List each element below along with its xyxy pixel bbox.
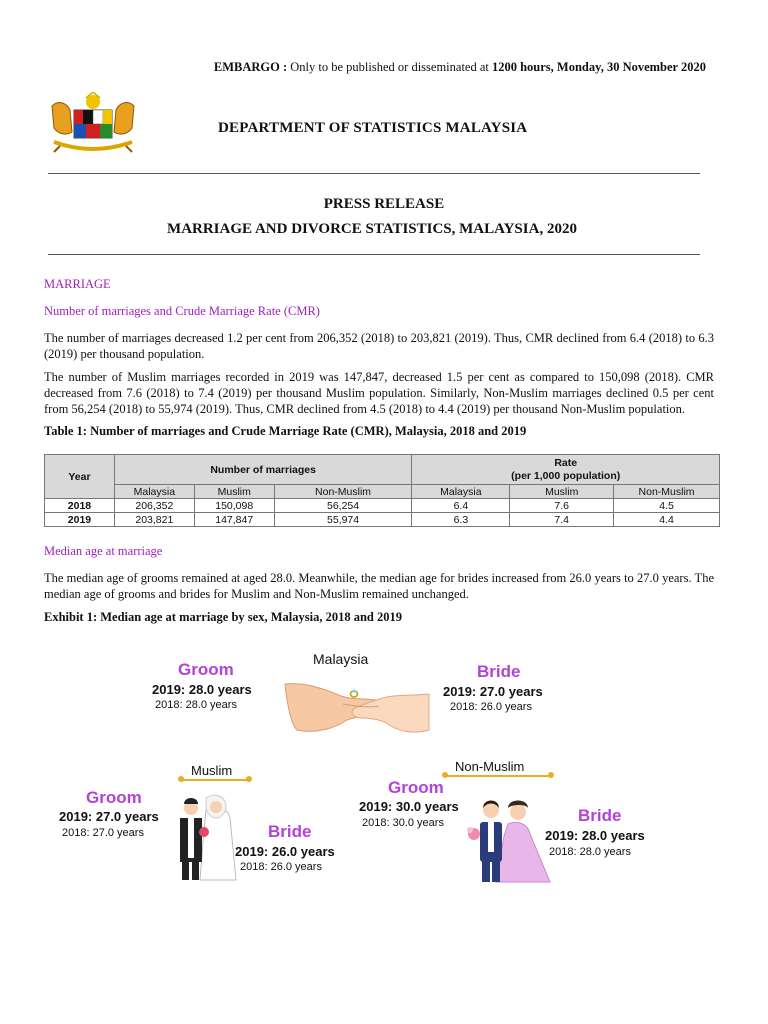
malaysia-groom-title: Groom [178, 660, 234, 679]
table-subheader: Muslim [510, 485, 614, 499]
table-subheader: Malaysia [114, 485, 194, 499]
table-cell: 7.4 [510, 513, 614, 527]
malaysia-bride-2019: 2019: 27.0 years [443, 684, 543, 699]
table-cell: 56,254 [274, 499, 412, 513]
nonmuslim-groom-2018: 2018: 30.0 years [362, 817, 444, 829]
table-cell: 55,974 [274, 513, 412, 527]
nonmuslim-groom-2019: 2019: 30.0 years [359, 799, 459, 814]
table-cell: 147,847 [194, 513, 274, 527]
exhibit-label-nonmuslim: Non-Muslim [455, 759, 525, 774]
muslim-bride-2019: 2019: 26.0 years [235, 844, 335, 859]
nonmuslim-groom-title: Groom [388, 778, 444, 797]
subheading-number-of-marriages: Number of marriages and Crude Marriage Rate (CMR) [44, 304, 320, 318]
muslim-label-dot [246, 776, 252, 782]
nonmuslim-bride-2019: 2019: 28.0 years [545, 828, 645, 843]
paragraph-marriage-total: The number of marriages decreased 1.2 per cent from 206,352 (2018) to 203,821 (2019). Thus, CMR declined from 6.4 (2018) to 6.3 (2019) per thousand population. [44, 331, 714, 361]
marriage-table [44, 454, 720, 527]
table-cell-year: 2019 [45, 513, 115, 527]
nonmuslim-bride-2018: 2018: 28.0 years [549, 846, 631, 858]
malaysia-bride-2018: 2018: 26.0 years [450, 701, 532, 713]
muslim-label-dot [178, 776, 184, 782]
exhibit-label-malaysia: Malaysia [313, 651, 369, 667]
embargo-text: Only to be published or disseminated at [287, 60, 492, 74]
exhibit-label-muslim: Muslim [191, 763, 233, 778]
table-cell: 4.5 [614, 499, 720, 513]
coat-of-arms-logo [46, 92, 140, 156]
section-heading-marriage: MARRIAGE [44, 277, 111, 291]
holding-hands-illustration [283, 674, 431, 740]
rate-header-line2: (per 1,000 population) [511, 469, 621, 482]
table-row [45, 513, 720, 527]
muslim-bride-title: Bride [268, 822, 312, 841]
table-subheader: Non-Muslim [274, 485, 412, 499]
table-header-rate [412, 455, 720, 485]
embargo-line [0, 60, 706, 75]
muslim-couple-illustration [176, 790, 238, 882]
press-release-label: PRESS RELEASE [323, 196, 445, 212]
divider-bottom [48, 254, 700, 255]
table-cell: 150,098 [194, 499, 274, 513]
muslim-bride-2018: 2018: 26.0 years [240, 861, 322, 873]
table-cell: 4.4 [614, 513, 720, 527]
table-caption: Table 1: Number of marriages and Crude Marriage Rate (CMR), Malaysia, 2018 and 2019 [44, 424, 527, 438]
table-cell: 6.3 [412, 513, 510, 527]
department-name: DEPARTMENT OF STATISTICS MALAYSIA [218, 120, 528, 136]
muslim-label-underline [180, 779, 250, 781]
paragraph-median-age: The median age of grooms remained at aged 28.0. Meanwhile, the median age for brides increased from 26.0 years to 27.0 years. The median age of grooms and brides for Muslim and Non-Muslim remained unchanged. [44, 571, 714, 601]
document-title: MARRIAGE AND DIVORCE STATISTICS, MALAYSIA, 2020 [167, 221, 577, 237]
divider-top [48, 173, 700, 174]
malaysia-groom-2018: 2018: 28.0 years [155, 699, 237, 711]
embargo-label: EMBARGO : [213, 60, 288, 74]
table-subheader: Malaysia [412, 485, 510, 499]
paragraph-muslim-nonmuslim: The number of Muslim marriages recorded in 2019 was 147,847, decreased 1.5 per cent as compared to 150,098 (2018). CMR decreased from 7.6 (2018) to 7.4 (2019) per thousand Muslim population. Similarly, Non-Muslim marriages declined 0.5 per cent from 56,254 (2018) to 55,974 (2019). Thus, CMR declined from 4.5 (2018) to 4.4 (2019) per thousand Non-Muslim population. [44, 370, 714, 416]
malaysia-groom-2019: 2019: 28.0 years [152, 682, 252, 697]
table-header-year: Year [45, 455, 115, 499]
exhibit-caption: Exhibit 1: Median age at marriage by sex, Malaysia, 2018 and 2019 [44, 610, 402, 624]
nonmuslim-label-dot [548, 772, 554, 778]
subheading-median-age: Median age at marriage [44, 544, 163, 558]
table-cell: 203,821 [114, 513, 194, 527]
embargo-time: 1200 hours, Monday, 30 November 2020 [491, 60, 706, 74]
nonmuslim-bride-title: Bride [578, 806, 622, 825]
muslim-groom-2018: 2018: 27.0 years [62, 827, 144, 839]
table-cell: 206,352 [114, 499, 194, 513]
table-cell: 6.4 [412, 499, 510, 513]
rate-header-line1: Rate [554, 456, 578, 469]
muslim-groom-title: Groom [86, 788, 142, 807]
table-header-number-of-marriages: Number of marriages [114, 455, 412, 485]
table-subheader: Non-Muslim [614, 485, 720, 499]
malaysia-bride-title: Bride [477, 662, 521, 681]
table-cell-year: 2018 [45, 499, 115, 513]
nonmuslim-couple-illustration [462, 790, 552, 886]
table-row [45, 499, 720, 513]
muslim-groom-2019: 2019: 27.0 years [59, 809, 159, 824]
nonmuslim-label-underline [444, 775, 552, 777]
table-cell: 7.6 [510, 499, 614, 513]
table-subheader: Muslim [194, 485, 274, 499]
